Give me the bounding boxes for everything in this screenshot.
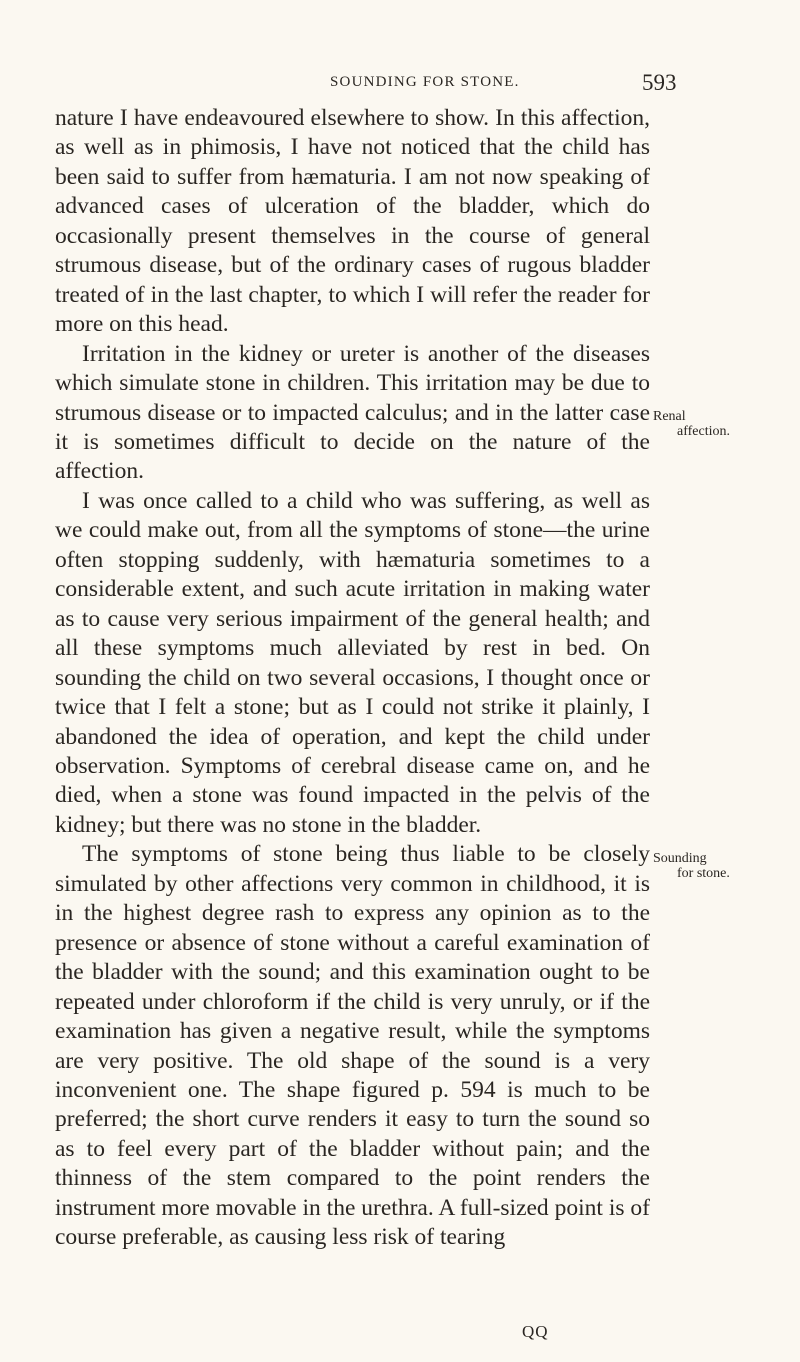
margin-note-line: for stone.	[677, 866, 730, 881]
paragraph: The symptoms of stone being thus liable to be closely simulated by other affections very common in childhood, it is in the highest degree rash to express any opinion as to the presence or absence of stone without a careful examination of the bladder with the sound; and this examination ought to be repeated under chloroform if the child is very unruly, or if the examination has given a negative result, while the symptoms are very positive. The old shape of the sound is a very inconvenient one. The shape figured p. 594 is much to be preferred; the short curve renders it easy to turn the sound so as to feel every part of the bladder without pain; and the thinness of the stem compared to the point renders the instrument more movable in the urethra. A full-sized point is of course preferable, as causing less risk of tearing	[55, 841, 650, 1251]
paragraph: Irritation in the kidney or ureter is another of the diseases which simulate stone in children. This irritation may be due to strumous disease or to impacted calculus; and in the latter case it is sometimes difficult to decide on the nature of the affection.	[55, 340, 650, 485]
margin-note-line: Sounding	[653, 851, 707, 866]
paragraph: I was once called to a child who was suffering, as well as we could make out, from all the symptoms of stone—the urine often stopping suddenly, with hæmaturia sometimes to a considerable extent, and such acute irritation in making water as to cause very serious impairment of the general health; and all these symptoms much alleviated by rest in bed. On sounding the child on two several occasions, I thought once or twice that I felt a stone; but as I could not strike it plainly, I abandoned the idea of operation, and kept the child under observation. Symptoms of cerebral disease came on, and he died, when a stone was found impacted in the pelvis of the kidney; but there was no stone in the bladder.	[55, 487, 650, 838]
page-number: 593	[642, 70, 677, 95]
margin-note-sounding	[653, 851, 800, 881]
margin-note-line: affection.	[677, 424, 730, 439]
margin-note-line: Renal	[653, 409, 686, 424]
margin-note-renal	[653, 409, 800, 439]
paragraph: nature I have endeavoured elsewhere to show. In this affection, as well as in phimosis, I have not noticed that the child has been said to suffer from hæmaturia. I am not now speaking of advanced cases of ulceration of the bladder, which do occasionally present themselves in the course of general strumous disease, but of the ordinary cases of rugous bladder treated of in the last chapter, to which I will refer the reader for more on this head.	[55, 105, 650, 338]
signature-mark: QQ	[522, 1322, 549, 1341]
body-text	[55, 104, 650, 1253]
running-head	[0, 70, 800, 100]
running-title: SOUNDING FOR STONE.	[330, 74, 520, 90]
